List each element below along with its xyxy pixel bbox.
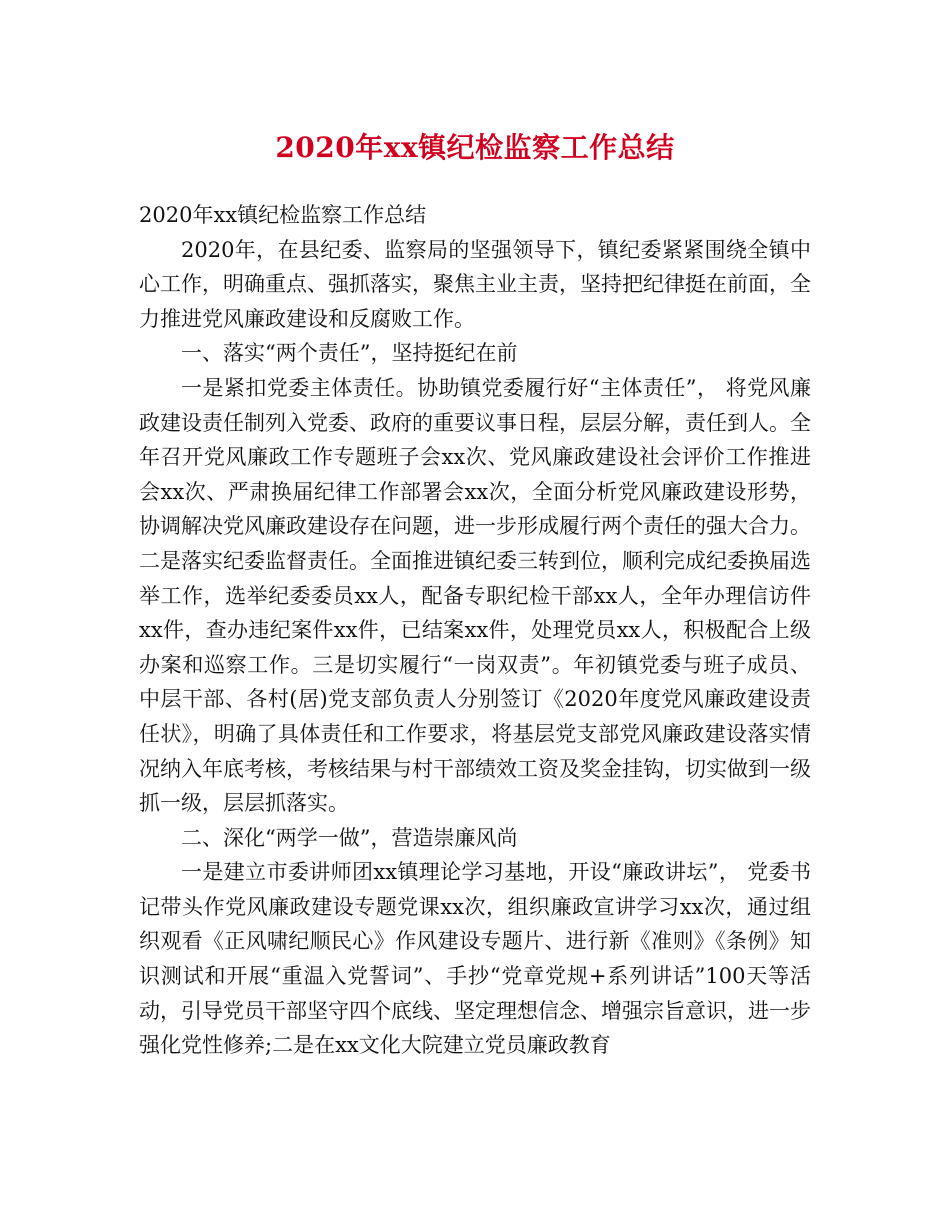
intro-paragraph: 2020年，在县纪委、监察局的坚强领导下，镇纪委紧紧围绕全镇中心工作，明确重点、强抓落实，聚焦主业主责，坚持把纪律挺在前面，全力推进党风廉政建设和反腐败工作。 [139,237,811,331]
section-heading-2: 二、深化“两学一做”，营造崇廉风尚 [181,825,518,850]
section-heading-1: 一、落实“两个责任”，坚持挺纪在前 [181,341,518,366]
section-1-paragraph: 一是紧扣党委主体责任。协助镇党委履行好“主体责任”， 将党风廉政建设责任制列入党委、政府的重要议事日程，层层分解，责任到人。全年召开党风廉政工作专题班子会xx次、党风廉政建设社会评价工作推进会xx次、严肃换届纪律工作部署会xx次，全面分析党风廉政建设形势，协调解决党风廉政建设存在问题，进一步形成履行两个责任的强大合力。二是落实纪委监督责任。全面推进镇纪委三转到位，顺利完成纪委换届选举工作，选举纪委委员xx人，配备专职纪检干部xx人，全年办理信访件xx件，查办违纪案件xx件，已结案xx件，处理党员xx人，积极配合上级办案和巡察工作。三是切实履行“一岗双责”。年初镇党委与班子成员、中层干部、各村(居)党支部负责人分别签订《2020年度党风廉政建设责任状》，明确了具体责任和工作要求，将基层党支部党风廉政建设落实情况纳入年底考核，考核结果与村干部绩效工资及奖金挂钩，切实做到一级抓一级，层层抓落实。 [139,375,811,816]
document-body [139,198,811,1063]
subtitle-line: 2020年xx镇纪检监察工作总结 [139,203,427,227]
section-2-paragraph: 一是建立市委讲师团xx镇理论学习基地，开设“廉政讲坛”， 党委书记带头作党风廉政建设专题党课xx次，组织廉政宣讲学习xx次，通过组织观看《正风啸纪顺民心》作风建设专题片、进行新《准则》《条例》知识测试和开展“重温入党誓词”、手抄“党章党规+系列讲话”100天等活动，引导党员干部坚守四个底线、坚定理想信念、增强宗旨意识，进一步强化党性修养;二是在xx文化大院建立党员廉政教育 [139,860,811,1058]
document-title: 2020年xx镇纪检监察工作总结 [275,131,675,164]
